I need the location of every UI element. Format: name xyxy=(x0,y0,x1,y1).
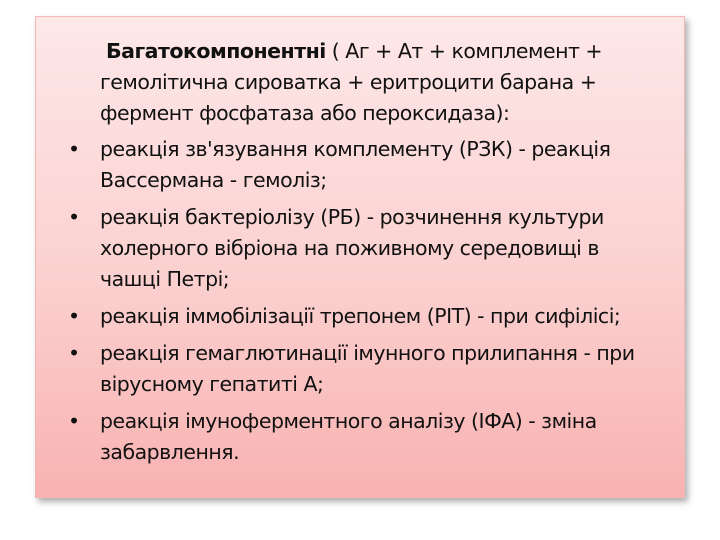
bullet-icon: • xyxy=(68,137,80,161)
bullet-icon: • xyxy=(68,304,80,328)
list-item-line: вірусному гепатиті А; xyxy=(100,372,324,396)
list-item-line: Вассермана - гемоліз; xyxy=(100,168,327,192)
list-item-line: забарвлення. xyxy=(100,440,240,464)
list-item xyxy=(68,338,688,400)
text-body xyxy=(68,36,688,474)
intro-bold-term: Багатокомпонентні xyxy=(106,39,326,63)
list-item xyxy=(68,134,688,196)
intro-line-3: фермент фосфатаза або пероксидаза): xyxy=(100,101,510,125)
bullet-icon: • xyxy=(68,205,80,229)
intro-line-1 xyxy=(100,39,602,63)
intro-line-1-rest: ( Аг + Ат + комплемент + xyxy=(325,39,603,63)
bullet-icon: • xyxy=(68,341,80,365)
intro-paragraph xyxy=(68,36,688,129)
list-item-line: реакція іммобілізації трепонем (РІТ) - при сифілісі; xyxy=(100,304,621,328)
list-item xyxy=(68,301,688,332)
list-item xyxy=(68,202,688,295)
list-item-line: реакція імуноферментного аналізу (ІФА) - зміна xyxy=(100,409,597,433)
list-item-line: чашці Петрі; xyxy=(100,267,230,291)
reaction-list xyxy=(68,134,688,468)
content-card xyxy=(35,16,685,498)
list-item-line: реакція бактеріолізу (РБ) - розчинення культури xyxy=(100,205,604,229)
list-item-line: реакція гемаглютинації імунного прилипання - при xyxy=(100,341,635,365)
list-item xyxy=(68,406,688,468)
list-item-line: реакція зв'язування комплементу (РЗК) - реакція xyxy=(100,137,611,161)
intro-line-2: гемолітична сироватка + еритроцити барана + xyxy=(100,70,597,94)
list-item-line: холерного вібріона на поживному середовищі в xyxy=(100,236,599,260)
bullet-icon: • xyxy=(68,409,80,433)
